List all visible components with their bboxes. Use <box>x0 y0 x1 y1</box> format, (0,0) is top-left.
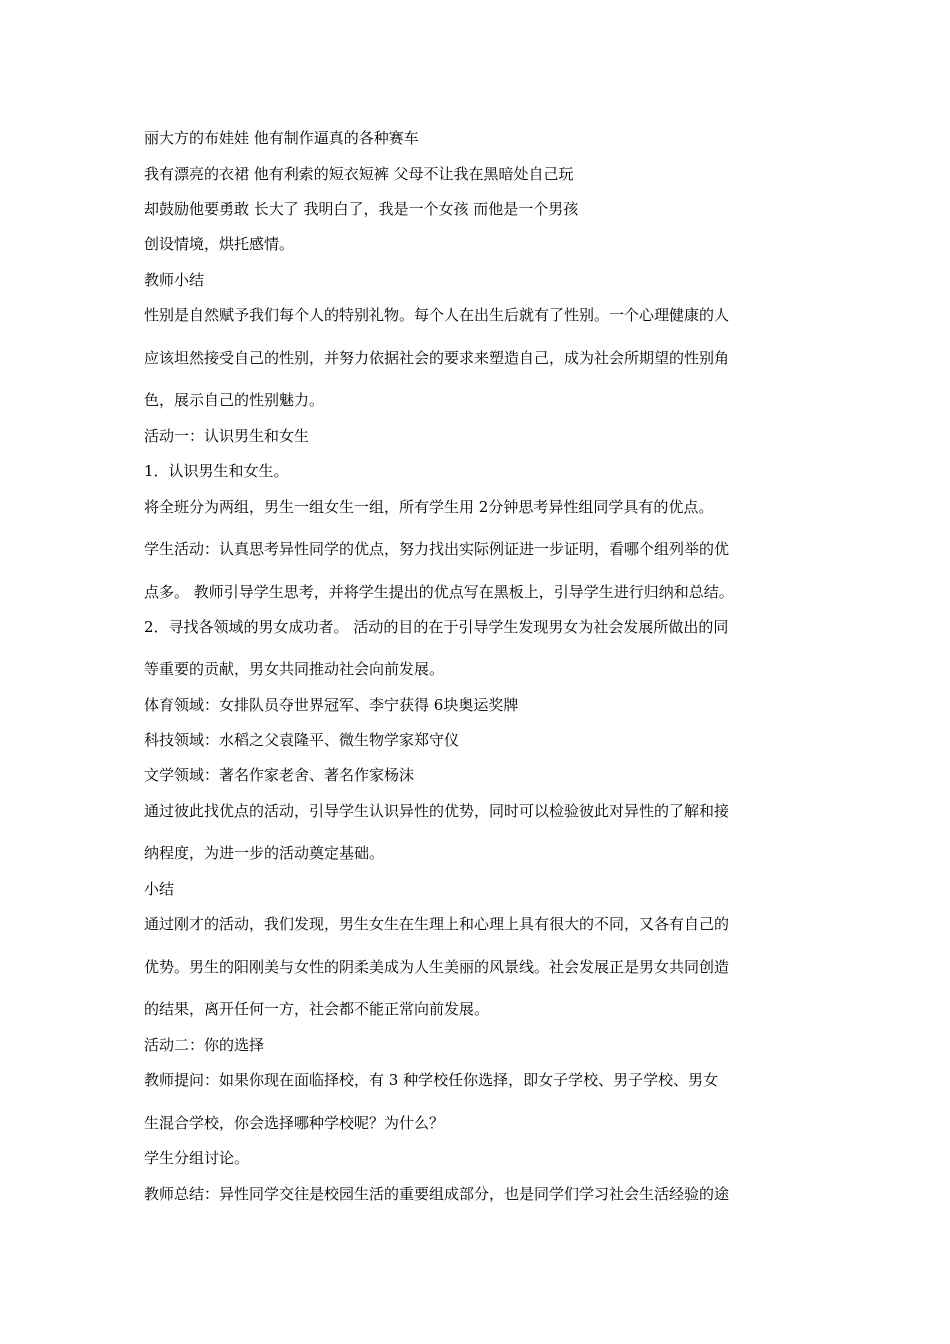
text-line: 点多。 教师引导学生思考，并将学生提出的优点写在黑板上，引导学生进行归纳和总结。 <box>144 583 734 601</box>
text-line: 小结 <box>144 880 175 898</box>
text-line: 活动二：你的选择 <box>144 1036 265 1054</box>
text-line: 科技领域：水稻之父袁隆平、微生物学家郑守仪 <box>144 731 460 749</box>
text-line: 纳程度，为进一步的活动奠定基础。 <box>144 844 385 862</box>
text-line: 却鼓励他要勇敢 长大了 我明白了，我是一个女孩 而他是一个男孩 <box>144 200 579 218</box>
text-line: 体育领域：女排队员夺世界冠军、李宁获得 6块奥运奖牌 <box>144 696 519 714</box>
text-line: 性别是自然赋予我们每个人的特别礼物。每个人在出生后就有了性别。一个心理健康的人 <box>144 306 730 324</box>
text-line: 教师小结 <box>144 271 205 289</box>
text-line: 教师总结：异性同学交往是校园生活的重要组成部分，也是同学们学习社会生活经验的途 <box>144 1185 730 1203</box>
text-line: 学生活动：认真思考异性同学的优点，努力找出实际例证进一步证明，看哪个组列举的优 <box>144 540 730 558</box>
text-line: 将全班分为两组，男生一组女生一组，所有学生用 2分钟思考异性组同学具有的优点。 <box>144 498 714 516</box>
text-line: 我有漂亮的衣裙 他有利索的短衣短裤 父母不让我在黑暗处自己玩 <box>144 165 574 183</box>
text-line: 2．寻找各领域的男女成功者。 活动的目的在于引导学生发现男女为社会发展所做出的同 <box>144 618 729 636</box>
text-line: 色，展示自己的性别魅力。 <box>144 391 325 409</box>
text-line: 学生分组讨论。 <box>144 1149 250 1167</box>
text-line: 教师提问：如果你现在面临择校，有 3 种学校任你选择，即女子学校、男子学校、男女 <box>144 1071 719 1089</box>
text-line: 创设情境，烘托感情。 <box>144 235 295 253</box>
text-line: 丽大方的布娃娃 他有制作逼真的各种赛车 <box>144 129 419 147</box>
text-line: 通过刚才的活动，我们发现，男生女生在生理上和心理上具有很大的不同，又各有自己的 <box>144 915 730 933</box>
text-line: 的结果，离开任何一方，社会都不能正常向前发展。 <box>144 1000 490 1018</box>
text-line: 应该坦然接受自己的性别，并努力依据社会的要求来塑造自己，成为社会所期望的性别角 <box>144 349 730 367</box>
text-line: 活动一：认识男生和女生 <box>144 427 310 445</box>
text-line: 优势。男生的阳刚美与女性的阴柔美成为人生美丽的风景线。社会发展正是男女共同创造 <box>144 958 730 976</box>
text-line: 通过彼此找优点的活动，引导学生认识异性的优势，同时可以检验彼此对异性的了解和接 <box>144 802 730 820</box>
text-line: 生混合学校，你会选择哪种学校呢？为什么？ <box>144 1114 445 1132</box>
text-line: 1．认识男生和女生。 <box>144 462 289 480</box>
text-line: 文学领域：著名作家老舍、著名作家杨沫 <box>144 766 415 784</box>
text-line: 等重要的贡献，男女共同推动社会向前发展。 <box>144 660 445 678</box>
